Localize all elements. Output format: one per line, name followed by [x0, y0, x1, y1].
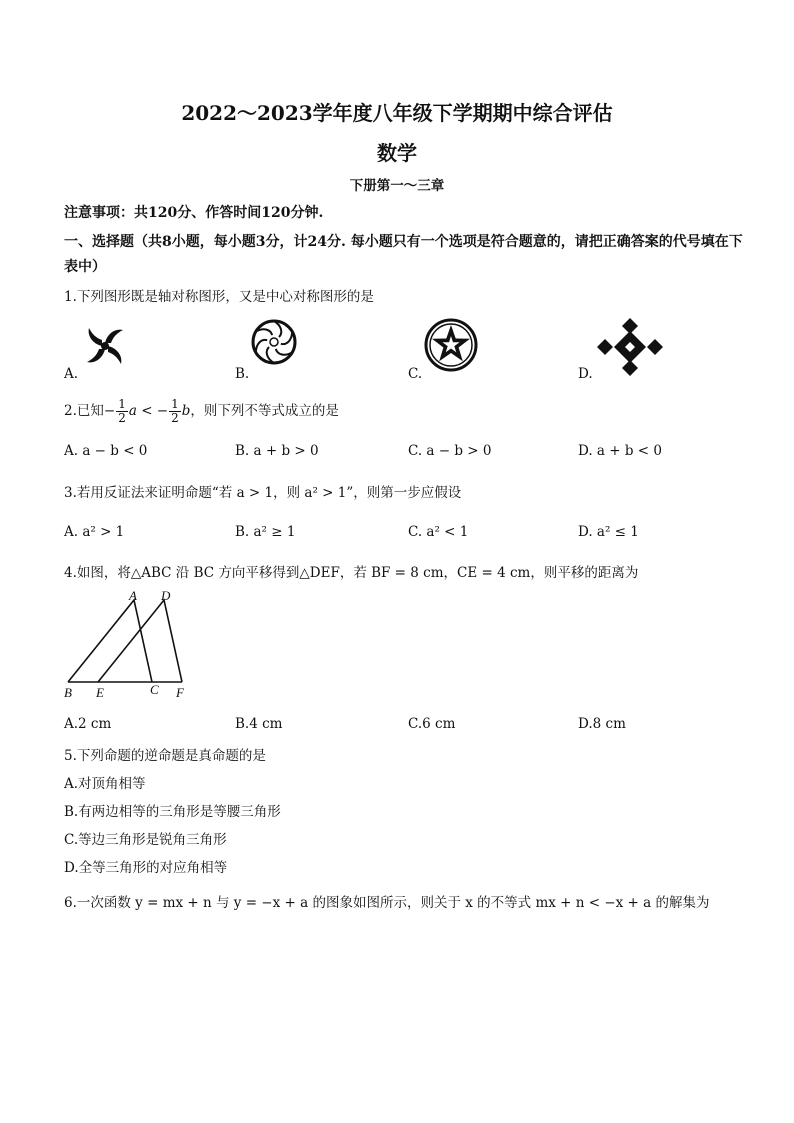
q3-option-d: D. a² ≤ 1 [578, 524, 639, 540]
q1-option-a: A. [64, 366, 79, 382]
question-2-text: 2.已知− $\frac{1}{2}$ a < − $\frac{1}{2}$ b，则下列不等式成立的是 [64, 397, 339, 425]
flower-ring-icon [249, 317, 299, 367]
question-4-text: 4.如图，将△ABC 沿 BC 方向平移得到△DEF，若 BF = 8 cm，CE = 4 cm，则平移的距离为 [64, 565, 639, 581]
exam-notice: 注意事项：共120分、作答时间120分钟. [64, 205, 324, 221]
vertex-label-a: A [129, 588, 137, 603]
q5-option-b: B.有两边相等的三角形是等腰三角形 [64, 804, 281, 820]
fraction-denominator: 2 [118, 411, 126, 425]
q2-prefix: 2.已知 [64, 403, 104, 419]
fraction-half-2 [169, 398, 181, 425]
fraction-numerator: 1 [118, 397, 126, 411]
q5-option-c: C.等边三角形是锐角三角形 [64, 832, 227, 848]
scope-subtitle: 下册第一～三章 [349, 178, 445, 194]
q3-option-a: A. a² > 1 [64, 524, 125, 540]
question-3-text: 3.若用反证法来证明命题“若 a > 1，则 a² > 1”，则第一步应假设 [64, 485, 462, 501]
q1-option-c: C. [408, 366, 423, 382]
q4-option-a: A.2 cm [64, 716, 112, 732]
translation-triangle-figure [62, 588, 202, 700]
star-circle-icon [423, 317, 479, 373]
vertex-label-f: F [176, 685, 184, 700]
fraction-half [116, 398, 128, 425]
q4-option-b: B.4 cm [235, 716, 283, 732]
q1-option-d: D. [578, 366, 593, 382]
vertex-label-e: E [96, 685, 104, 700]
q1-option-b: B. [235, 366, 250, 382]
q2-option-c: C. a − b > 0 [408, 443, 492, 459]
fraction-denominator-2: 2 [171, 411, 179, 425]
q4-option-d: D.8 cm [578, 716, 626, 732]
q4-option-c: C.6 cm [408, 716, 456, 732]
q5-option-a: A.对顶角相等 [64, 776, 146, 792]
vertex-label-b: B [64, 685, 72, 700]
question-1-text: 1.下列图形既是轴对称图形，又是中心对称图形的是 [64, 289, 374, 305]
q2-option-b: B. a + b > 0 [235, 443, 319, 459]
section-heading: 一、选择题（共8小题，每小题3分，计24分. 每小题只有一个选项是符合题意的，请把正确答案的代号填在下表中） [64, 234, 743, 275]
q3-option-c: C. a² < 1 [408, 524, 469, 540]
subject-title: 数学 [377, 141, 417, 165]
question-6-text: 6.一次函数 y = mx + n 与 y = −x + a 的图象如图所示，则关于 x 的不等式 mx + n < −x + a 的解集为 [64, 895, 710, 911]
q3-option-b: B. a² ≥ 1 [235, 524, 296, 540]
vertex-label-d: D [161, 588, 171, 603]
q5-option-d: D.全等三角形的对应角相等 [64, 860, 228, 876]
vertex-label-c: C [150, 682, 159, 697]
q2-suffix: ，则下列不等式成立的是 [190, 403, 339, 419]
q2-option-a: A. a − b < 0 [64, 443, 148, 459]
question-5-text: 5.下列命题的逆命题是真命题的是 [64, 748, 266, 764]
fraction-numerator-2: 1 [171, 397, 179, 411]
pinwheel-icon [80, 323, 130, 369]
q2-option-d: D. a + b < 0 [578, 443, 662, 459]
exam-title: 2022～2023学年度八年级下学期期中综合评估 [181, 101, 613, 125]
diamond-pattern-icon [597, 318, 663, 376]
